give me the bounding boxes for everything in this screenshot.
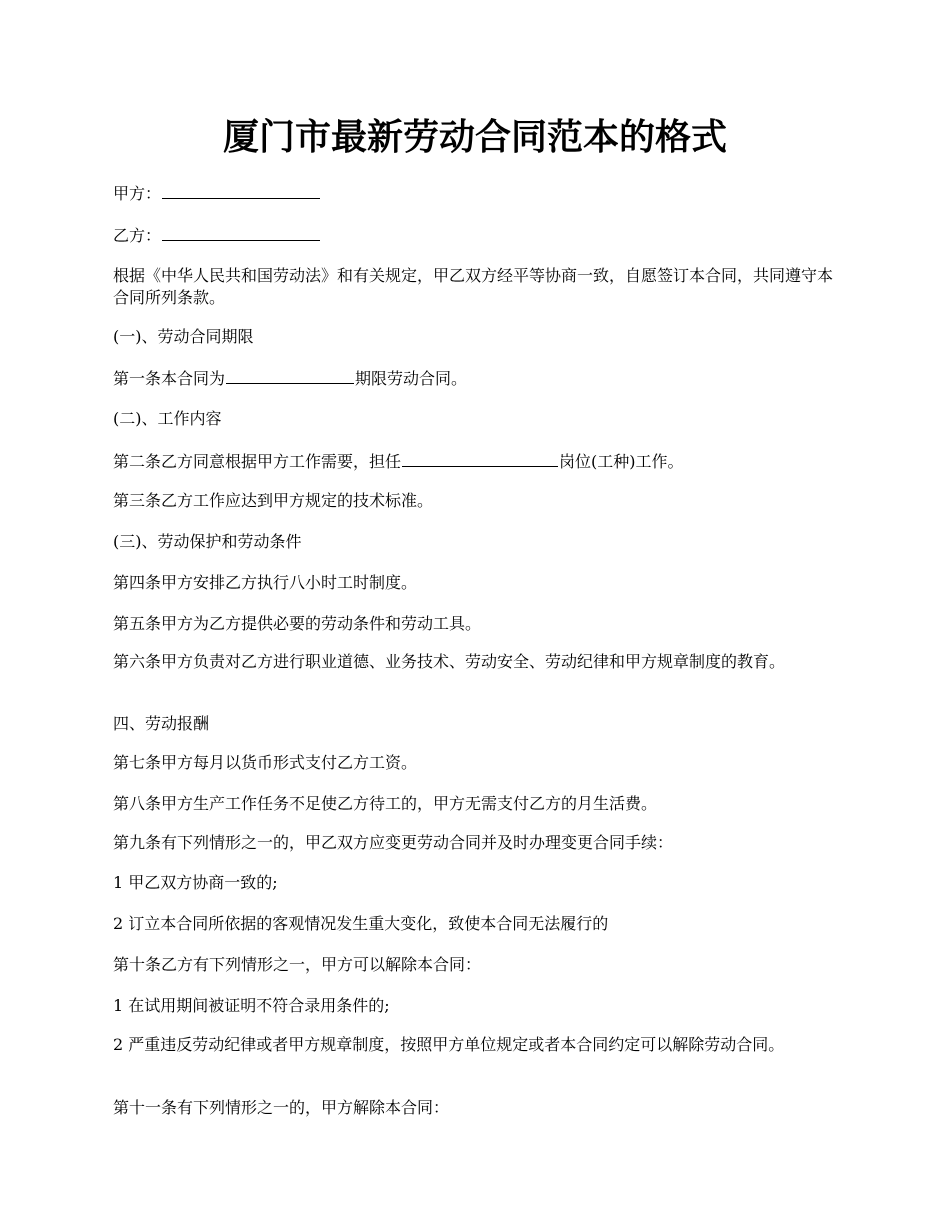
article-4: 第四条甲方安排乙方执行八小时工时制度。 [113, 573, 418, 592]
article-2-before: 第二条乙方同意根据甲方工作需要，担任 [113, 452, 402, 471]
article-2 [113, 450, 848, 473]
article-9-item-2: 2 订立本合同所依据的客观情况发生重大变化，致使本合同无法履行的 [113, 914, 609, 933]
article-10-item-1: 1 在试用期间被证明不符合录用条件的; [113, 996, 390, 1015]
party-a-line [113, 182, 848, 205]
article-9: 第九条有下列情形之一的，甲乙双方应变更劳动合同并及时办理变更合同手续： [113, 833, 674, 852]
article-6: 第六条甲方负责对乙方进行职业道德、业务技术、劳动安全、劳动纪律和甲方规章制度的教育。 [113, 652, 786, 671]
article-10-item-2: 2 严重违反劳动纪律或者甲方规章制度，按照甲方单位规定或者本合同约定可以解除劳动合同。 [113, 1035, 785, 1054]
article-1 [113, 367, 848, 390]
article-5: 第五条甲方为乙方提供必要的劳动条件和劳动工具。 [113, 614, 482, 633]
section-4-heading: 四、劳动报酬 [113, 714, 210, 733]
article-10: 第十条乙方有下列情形之一，甲方可以解除本合同： [113, 955, 482, 974]
section-2-heading: (二)、工作内容 [113, 409, 222, 428]
intro-paragraph: 根据《中华人民共和国劳动法》和有关规定，甲乙双方经平等协商一致，自愿签订本合同，共同遵守本合同所列条款。 [113, 266, 834, 307]
article-9-item-1: 1 甲乙双方协商一致的; [113, 873, 278, 892]
article-1-blank [226, 367, 354, 384]
party-a-blank [162, 182, 320, 199]
article-2-after: 岗位(工种)工作。 [559, 452, 684, 471]
party-a-label: 甲方： [113, 184, 162, 203]
section-3-heading: (三)、劳动保护和劳动条件 [113, 532, 302, 551]
article-7: 第七条甲方每月以货币形式支付乙方工资。 [113, 753, 418, 772]
party-b-blank [162, 224, 320, 241]
article-11: 第十一条有下列情形之一的，甲方解除本合同： [113, 1098, 450, 1117]
article-1-after: 期限劳动合同。 [355, 369, 468, 388]
document-title: 厦门市最新劳动合同范本的格式 [222, 116, 727, 158]
party-b-line [113, 224, 848, 247]
article-1-before: 第一条本合同为 [113, 369, 226, 388]
section-1-heading: (一)、劳动合同期限 [113, 327, 254, 346]
article-8: 第八条甲方生产工作任务不足使乙方待工的，甲方无需支付乙方的月生活费。 [113, 794, 658, 813]
article-3: 第三条乙方工作应达到甲方规定的技术标准。 [113, 491, 434, 510]
party-b-label: 乙方： [113, 226, 162, 245]
article-2-blank [402, 450, 558, 467]
